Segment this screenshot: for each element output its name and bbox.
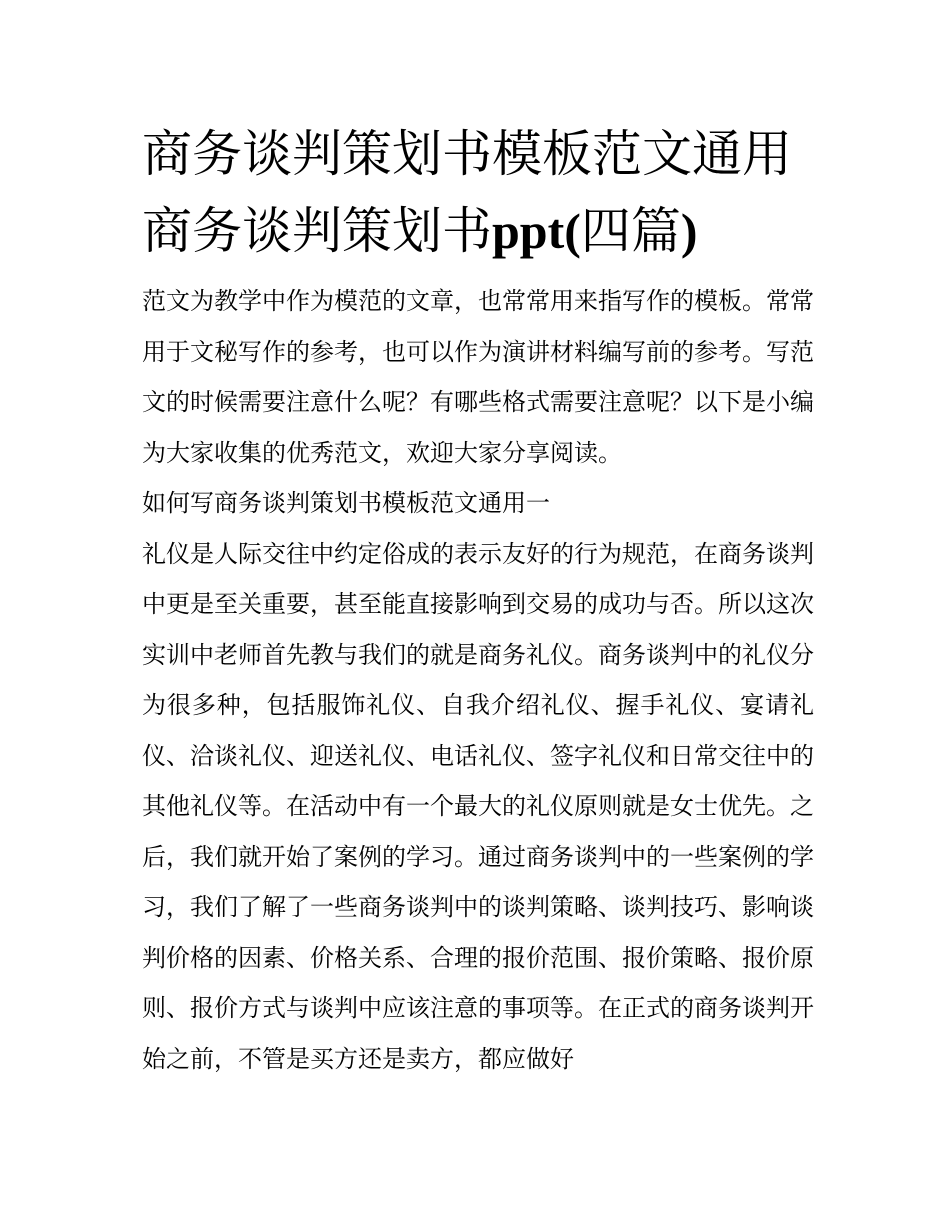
title-line-1: 商务谈判策划书模板范文通用 (142, 125, 792, 183)
title-line-2-latin: ppt( (492, 203, 581, 259)
title-line-2-cjk: 商务谈判策划书 (142, 202, 492, 260)
title-line-2-close: ) (680, 203, 698, 259)
section-heading: 如何写商务谈判策划书模板范文通用一 (142, 489, 550, 517)
title-line-2-count: 四篇 (580, 202, 681, 260)
intro-paragraph: 范文为教学中作为模范的文章，也常常用来指写作的模板。常常用于文秘写作的参考，也可以作为演讲材料编写前的参考。写范文的时候需要注意什么呢？有哪些格式需要注意呢？以下是小编为大家收集的优秀范文，欢迎大家分享阅读。 (142, 287, 814, 467)
document-title (142, 116, 814, 270)
document-page (142, 116, 814, 1084)
body-paragraph: 礼仪是人际交往中约定俗成的表示友好的行为规范，在商务谈判中更是至关重要，甚至能直接影响到交易的成功与否。所以这次实训中老师首先教与我们的就是商务礼仪。商务谈判中的礼仪分为很多种，包括服饰礼仪、自我介绍礼仪、握手礼仪、宴请礼仪、洽谈礼仪、迎送礼仪、电话礼仪、签字礼仪和日常交往中的其他礼仪等。在活动中有一个最大的礼仪原则就是女士优先。之后，我们就开始了案例的学习。通过商务谈判中的一些案例的学习，我们了解了一些商务谈判中的谈判策略、谈判技巧、影响谈判价格的因素、价格关系、合理的报价范围、报价策略、报价原则、报价方式与谈判中应该注意的事项等。在正式的商务谈判开始之前，不管是买方还是卖方，都应做好 (142, 539, 814, 1073)
